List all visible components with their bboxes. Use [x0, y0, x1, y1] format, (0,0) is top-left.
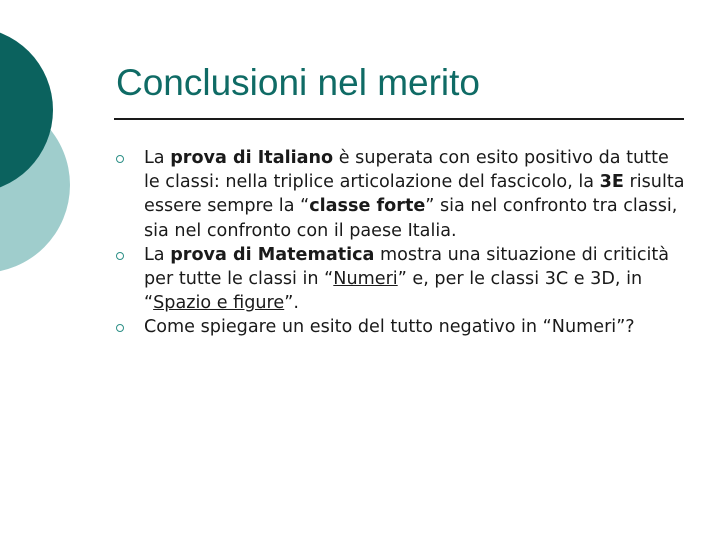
- hollow-circle-icon: [116, 324, 124, 332]
- text-run: La: [144, 244, 171, 265]
- slide-title: Conclusioni nel merito: [116, 62, 481, 103]
- bullet-item: [116, 315, 686, 339]
- hollow-circle-icon: [116, 252, 124, 260]
- bold-text: classe forte: [309, 196, 426, 217]
- underlined-text: Numeri: [333, 269, 398, 290]
- bold-text: 3E: [599, 172, 624, 193]
- bullet-text: [144, 148, 685, 241]
- bullet-list: [116, 146, 686, 340]
- bullet-text: [144, 245, 669, 313]
- bullet-item: [116, 243, 686, 316]
- bold-text: prova di Italiano: [170, 148, 334, 168]
- title-divider: [114, 118, 684, 120]
- decorative-circles: [0, 0, 120, 300]
- text-run: è superata con esito positivo da tutte le classi: nella triplice articolazione del fascicolo, la: [144, 148, 669, 193]
- hollow-circle-icon: [116, 155, 124, 163]
- text-run: ”.: [284, 293, 299, 314]
- text-run: Come spiegare un esito del tutto negativo in “Numeri”?: [144, 317, 635, 338]
- bullet-text: [144, 317, 635, 337]
- bullet-item: [116, 146, 686, 243]
- bold-text: prova di Matematica: [170, 244, 375, 265]
- text-run: risulta essere sempre la “: [144, 172, 685, 217]
- text-run: mostra una situazione di criticità per tutte le classi in “: [144, 244, 670, 290]
- text-run: La: [144, 148, 171, 168]
- text-run: ” sia nel confronto tra classi, sia nel confronto con il paese Italia.: [144, 196, 678, 241]
- text-run: ” e, per le classi 3C e 3D, in “: [144, 269, 643, 314]
- underlined-text: Spazio e figure: [153, 293, 285, 314]
